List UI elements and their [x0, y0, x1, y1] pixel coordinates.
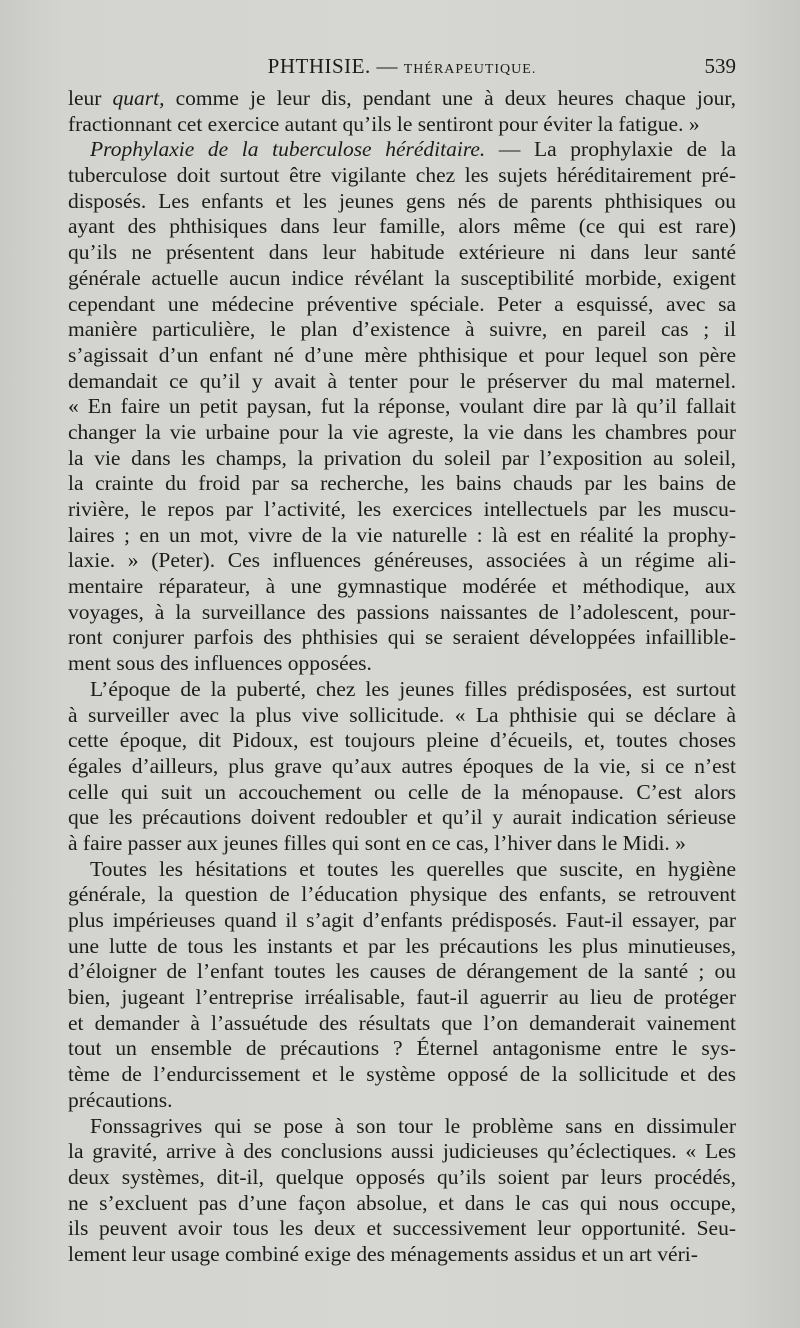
- text-line: qu’ils ne présentent dans leur habitude extérieure ni dans leur santé: [68, 240, 736, 265]
- text-line: « En faire un petit paysan, fut la réponse, voulant dire par là qu’il fallait: [68, 394, 736, 419]
- text-line: Toutes les hésitations et toutes les querelles que suscite, en hygiène: [90, 856, 736, 881]
- text-line: s’agissait d’un enfant né d’une mère phthisique et pour lequel son père: [68, 342, 736, 367]
- text-line: changer la vie urbaine pour la vie agreste, la vie dans les chambres pour: [68, 419, 736, 444]
- running-title-subtitle: THÉRAPEUTIQUE.: [403, 62, 537, 77]
- text-line: deux systèmes, dit-il, quelque opposés qu’ils soient par leurs procédés,: [68, 1164, 736, 1189]
- text-line: L’époque de la puberté, chez les jeunes filles prédisposées, est surtout: [90, 676, 736, 701]
- text-line: ils peuvent avoir tous les deux et successivement leur opportunité. Seu-: [68, 1216, 736, 1241]
- paragraph: [68, 677, 736, 857]
- running-title-dash: —: [376, 54, 398, 78]
- text-line: plus impérieuses quand il s’agit d’enfants prédisposés. Faut-il essayer, par: [68, 908, 736, 932]
- text-line: bien, jugeant l’entreprise irréalisable, faut-il aguerrir au lieu de protéger: [68, 985, 736, 1010]
- text-line: manière particulière, le plan d’existence à suivre, en pareil cas ; il: [68, 317, 736, 342]
- page-header: [68, 54, 736, 84]
- text-line: la gravité, arrive à des conclusions aussi judicieuses qu’éclectiques. « Les: [68, 1139, 736, 1164]
- paragraph: [68, 86, 736, 137]
- text-line: égales d’ailleurs, plus grave qu’aux autres époques de la vie, si ce n’est: [68, 753, 736, 778]
- text-line: ayant des phthisiques dans leur famille, alors même (ce qui est rare): [68, 214, 736, 239]
- text-line: et demander à l’assuétude des résultats que l’on demanderait vainement: [68, 1010, 736, 1035]
- text-line: cependant une médecine préventive spéciale. Peter a esquissé, avec sa: [68, 291, 736, 316]
- text-line: précautions.: [68, 1087, 173, 1112]
- text-line: voyages, à la surveillance des passions naissantes de l’adolescent, pour-: [68, 599, 736, 624]
- text-line: tuberculose doit surtout être vigilante chez les sujets héréditairement pré-: [68, 163, 736, 188]
- text-line: à faire passer aux jeunes filles qui sont en ce cas, l’hiver dans le Midi. »: [68, 830, 686, 855]
- text-line: laxie. » (Peter). Ces influences généreuses, associées à un régime ali-: [68, 548, 736, 573]
- page-number: 539: [704, 54, 736, 78]
- text-line: la vie dans les champs, la privation du soleil par l’exposition au soleil,: [68, 445, 736, 470]
- text-line: laires ; en un mot, vivre de la vie naturelle : là est en réalité la prophy-: [68, 522, 736, 547]
- paragraph: [68, 137, 736, 676]
- italic-word: quart,: [112, 86, 165, 110]
- paragraph: [68, 857, 736, 1114]
- text-line: lement leur usage combiné exige des ménagements assidus et un art véri-: [68, 1241, 698, 1266]
- text-line: que les précautions doivent redoubler et qu’il y aurait indication sérieuse: [68, 805, 736, 830]
- text-line: à surveiller avec la plus vive sollicitude. « La phthisie qui se déclare à: [68, 702, 736, 727]
- text-line: générale actuelle aucun indice révélant la susceptibilité morbide, exigent: [68, 265, 736, 290]
- text-line: celle qui suit un accouchement ou celle de la ménopause. C’est alors: [68, 779, 736, 804]
- text-line: ne s’excluent pas d’une façon absolue, et dans le cas qui nous occupe,: [68, 1190, 736, 1215]
- text-line: une lutte de tous les instants et par les précautions les plus minutieuses,: [68, 933, 736, 958]
- text-line: leur quart, comme je leur dis, pendant une à deux heures chaque jour,: [68, 86, 736, 110]
- text-line: ront conjurer parfois des phthisies qui se seraient développées infaillible-: [68, 625, 736, 650]
- text-line: Prophylaxie de la tuberculose héréditaire. — La prophylaxie de la: [90, 137, 736, 162]
- page-body: [68, 86, 736, 1268]
- text-line: mentaire réparateur, à une gymnastique modérée et méthodique, aux: [68, 574, 736, 599]
- paragraph: [68, 1114, 736, 1268]
- text-line: tout un ensemble de précautions ? Éternel antagonisme entre le sys-: [68, 1036, 736, 1061]
- running-title: [68, 54, 736, 79]
- text-line: d’éloigner de l’enfant toutes les causes de dérangement de la santé ; ou: [68, 959, 736, 984]
- running-title-main: PHTHISIE.: [267, 54, 371, 78]
- text-line: demandait ce qu’il y avait à tenter pour le préserver du mal maternel.: [68, 368, 736, 393]
- text-line: ment sous des influences opposées.: [68, 651, 372, 676]
- text-line: rivière, le repos par l’activité, les exercices intellectuels par les muscu-: [68, 497, 736, 521]
- text-line: Fonssagrives qui se pose à son tour le problème sans en dissimuler: [90, 1113, 736, 1138]
- text-line: la crainte du froid par sa recherche, les bains chauds par les bains de: [68, 471, 736, 496]
- text-line: tème de l’endurcissement et le système opposé de la sollicitude et des: [68, 1062, 736, 1087]
- text-line: générale, la question de l’éducation physique des enfants, se retrouvent: [68, 882, 736, 907]
- text-line: disposés. Les enfants et les jeunes gens nés de parents phthisiques ou: [68, 188, 736, 213]
- text-line: fractionnant cet exercice autant qu’ils le sentiront pour éviter la fatigue. »: [68, 111, 700, 136]
- text-line: cette époque, dit Pidoux, est toujours pleine d’écueils, et, toutes choses: [68, 728, 736, 753]
- section-heading: Prophylaxie de la tuberculose héréditaire.: [90, 137, 486, 162]
